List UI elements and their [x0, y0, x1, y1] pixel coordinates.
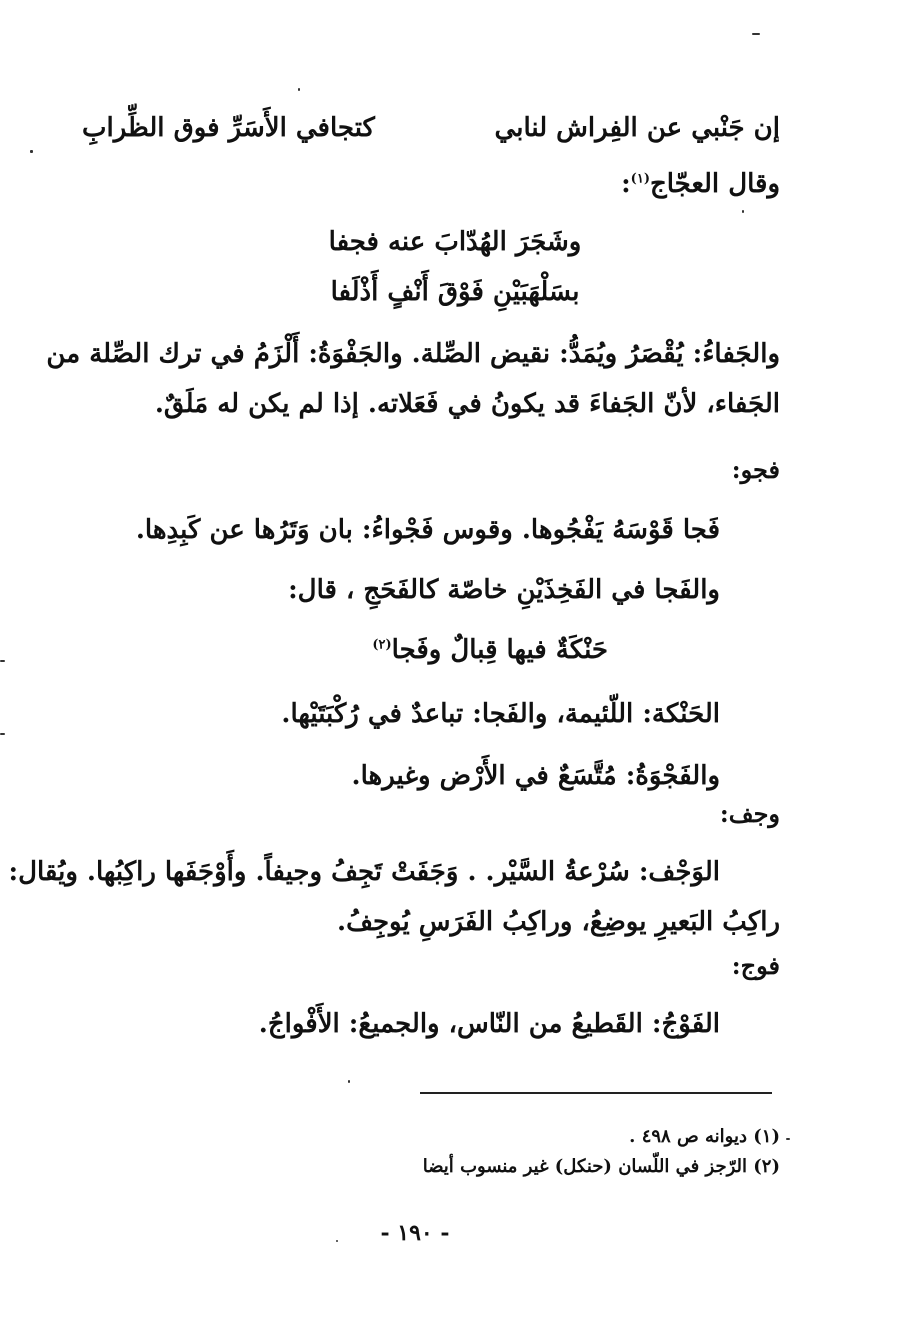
entry-heading-wajf: وجف: [719, 799, 780, 828]
footnote-2: (٢) الرّجز في اللّسان (حنكل) غير منسوب أيضا [422, 1156, 780, 1177]
scan-speck [348, 1080, 350, 1083]
intro-ajjaj-text: وقال العجّاج [649, 169, 780, 199]
fajw-line-4: والفَجْوَةُ: مُتَّسَعٌ في الأَرْض وغيرها. [351, 761, 720, 791]
page-number: - ١٩٠ - [380, 1220, 450, 1246]
footnote-1: (١) ديوانه ص ٤٩٨ . [629, 1126, 780, 1147]
fajw-line-3: الحَنْكة: اللّئيمة، والفَجا: تباعدٌ في رُكْبَتَيْها. [281, 699, 720, 729]
wajf-line-2: راكِبُ البَعيرِ يوضِعُ، وراكِبُ الفَرَسِ يُوجِفُ. [337, 907, 780, 937]
scan-speck [0, 660, 5, 662]
wajf-line-1: الوَجْف: سُرْعةُ السَّيْر. . وَجَفَتْ تَجِفُ وجيفاً. وأَوْجَفَها راكِبُها. ويُقال: [8, 857, 720, 887]
scan-speck [0, 733, 5, 735]
intro-ajjaj [621, 164, 780, 204]
scan-speck [336, 1240, 338, 1242]
scan-speck [298, 88, 300, 91]
paragraph-jafa-line-2: الجَفاء، لأنّ الجَفاءَ قد يكونُ في فَعَلاته. إذا لم يكن له مَلَقٌ. [154, 389, 780, 419]
rajaz-line-1: وشَجَرَ الهُدّابَ عنه فجفا [328, 227, 582, 257]
intro-ajjaj-colon: : [621, 169, 631, 199]
scan-speck [786, 1138, 790, 1140]
footnote-separator [420, 1092, 772, 1094]
fajw-verse [372, 630, 608, 670]
footnote-ref-1: (١) [630, 171, 650, 187]
scan-speck [742, 210, 744, 213]
entry-heading-fawj: فوج: [731, 951, 780, 980]
entry-heading-fajw: فجو: [731, 455, 780, 484]
fawj-line-1: الفَوْجُ: القَطيعُ من النّاس، والجميعُ: الأَفْواجُ. [258, 1009, 720, 1039]
verse-top-right-hemistich: إن جَنْبي عن الفِراش لنابي [494, 113, 780, 143]
footnote-ref-2: (٢) [372, 637, 392, 653]
fajw-verse-text: حَنْكَةٌ فيها قِبالٌ وفَجا [391, 635, 608, 665]
scan-speck [752, 33, 760, 35]
scan-speck [30, 150, 33, 153]
verse-top-left-hemistich: كتجافي الأَسَرِّ فوق الظِّرابِ [82, 113, 375, 143]
fajw-line-2: والفَجا في الفَخِذَيْنِ خاصّة كالفَحَجِ ، قال: [288, 575, 720, 605]
fajw-line-1: فَجا قَوْسَهُ يَفْجُوها. وقوس فَجْواءُ: بان وَتَرُها عن كَبِدِها. [135, 515, 720, 545]
rajaz-line-2: بسَلْهَبَيْنِ فَوْقَ أَنْفٍ أَذْلَفا [330, 277, 580, 307]
paragraph-jafa-line-1: والجَفاءُ: يُقْصَرُ ويُمَدُّ: نقيض الصِّلة. والجَفْوَةُ: أَلْزَمُ في ترك الصِّلة من [46, 339, 780, 369]
